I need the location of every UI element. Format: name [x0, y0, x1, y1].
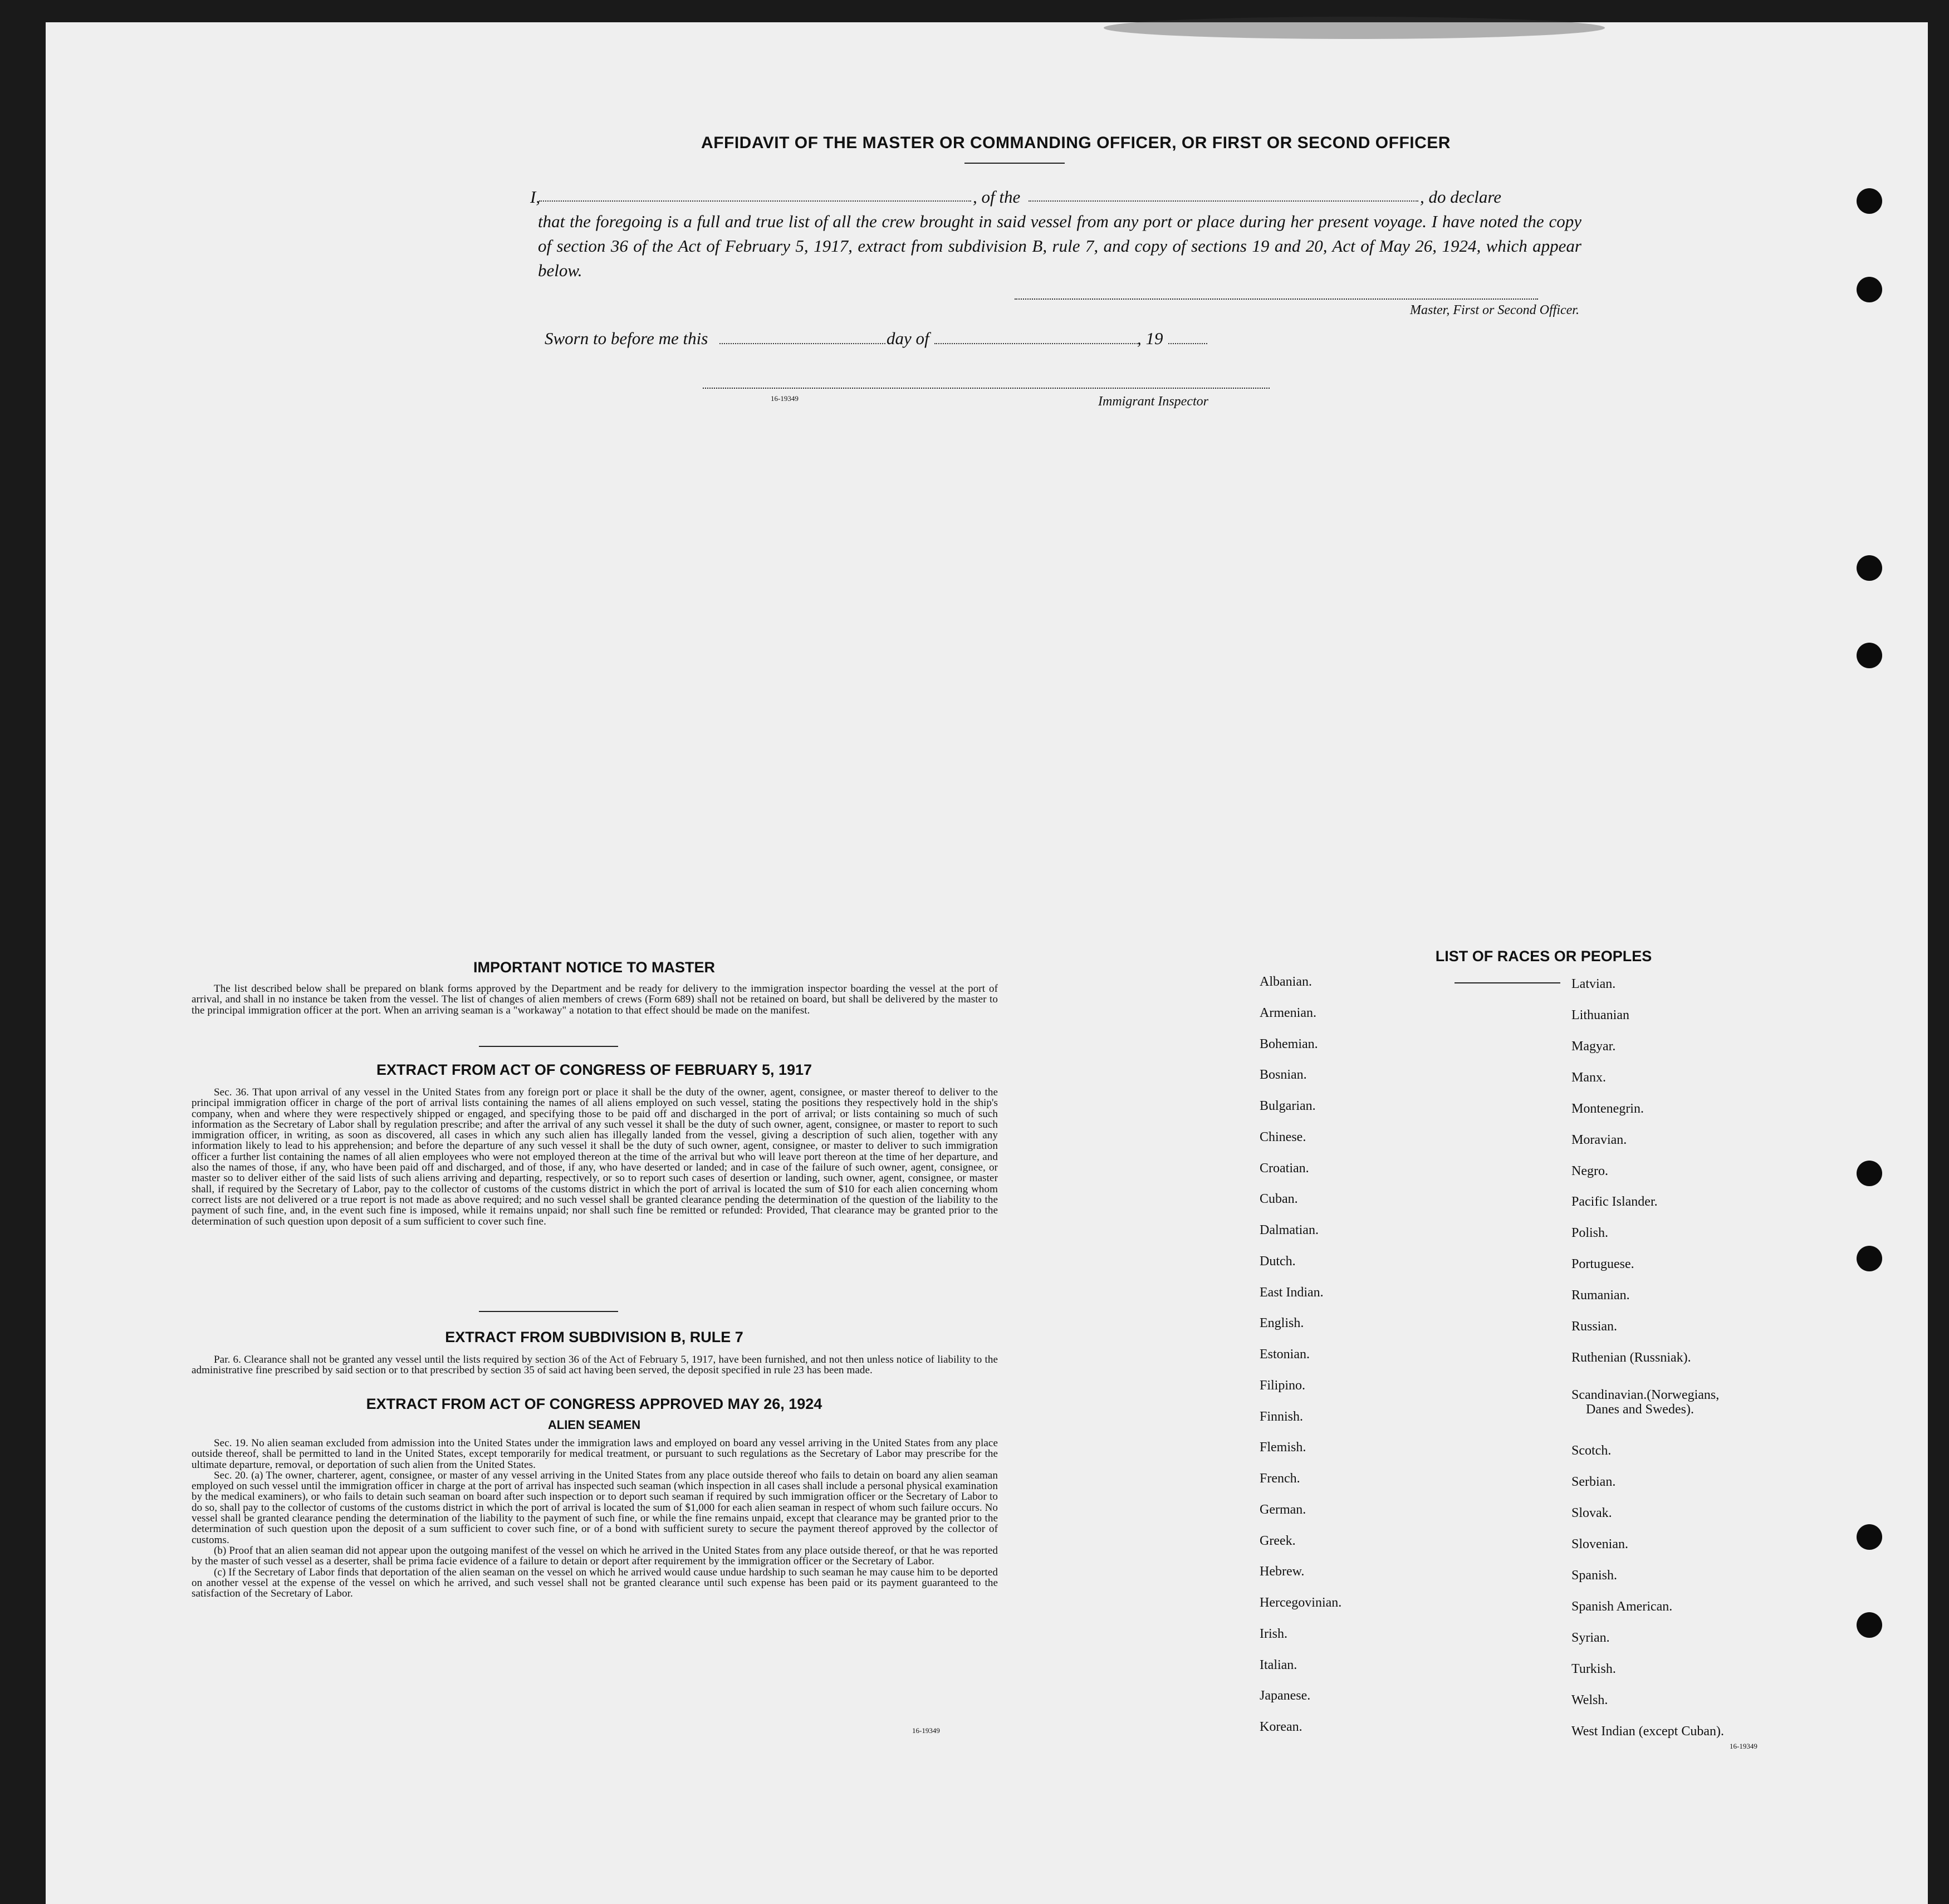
race-item: Bosnian. — [1260, 1068, 1307, 1082]
race-item: Armenian. — [1260, 1006, 1316, 1020]
race-item: Hebrew. — [1260, 1564, 1305, 1579]
punch-hole — [1857, 643, 1882, 668]
race-item: West Indian (except Cuban). — [1571, 1724, 1724, 1739]
punch-hole — [1857, 1246, 1882, 1271]
punch-hole — [1857, 1524, 1882, 1550]
race-item: Slovenian. — [1571, 1537, 1628, 1551]
race-item: Ruthenian (Russniak). — [1571, 1350, 1691, 1365]
inspector-label: Immigrant Inspector — [1098, 394, 1208, 409]
form-number: 16-19349 — [1730, 1742, 1757, 1750]
race-item: Cuban. — [1260, 1192, 1298, 1206]
race-item: Irish. — [1260, 1627, 1287, 1641]
race-item: Croatian. — [1260, 1161, 1309, 1176]
race-item: Rumanian. — [1571, 1288, 1630, 1303]
sworn-line — [545, 329, 1302, 352]
race-item: Hercegovinian. — [1260, 1595, 1342, 1610]
race-item: Polish. — [1571, 1226, 1609, 1240]
race-item: Bohemian. — [1260, 1037, 1318, 1051]
sworn-month-blank[interactable] — [934, 343, 1139, 344]
inspector-signature-line[interactable] — [703, 388, 1270, 389]
signature-label: Master, First or Second Officer. — [1410, 303, 1579, 317]
declare-prefix: I, — [530, 187, 541, 207]
race-item: Negro. — [1571, 1164, 1608, 1178]
extract-rule7-title: EXTRACT FROM SUBDIVISION B, RULE 7 — [445, 1329, 743, 1345]
sworn-day-blank[interactable] — [719, 343, 885, 344]
races-title-underline — [1455, 982, 1560, 983]
paragraph: Sec. 19. No alien seaman excluded from admission into the United States under the immigration laws and employed on board any vessel arriving in the United States from any place outside thereof, shall be permitted to land in the United States, except temporarily for medical treatment, or pursuant to such regulations as the Secretary of Labor may prescribe for the ultimate departure, removal, or deportation of such alien from the United States. — [192, 1437, 998, 1471]
sworn-day-label: day of — [887, 329, 929, 348]
race-item: Welsh. — [1571, 1693, 1608, 1707]
sworn-prefix: Sworn to before me this — [545, 329, 708, 348]
notice-text: The list described below shall be prepared on blank forms approved by the Department and be ready for delivery to the immigration inspector boarding the vessel at the port of arrival, and shall in no instance be taken from the vessel. The list of changes of alien members of crews (Form 689) shall not be retained on board, but shall be delivered by the master to the principal immigration officer at the port. When an arriving seaman is a "workaway" a notation to that effect should be made on the manifest. — [192, 983, 998, 1016]
race-item: German. — [1260, 1502, 1306, 1517]
ink-smudge — [1104, 17, 1605, 39]
punch-hole — [1857, 555, 1882, 581]
sworn-year-blank[interactable] — [1168, 343, 1207, 344]
race-item: French. — [1260, 1471, 1300, 1486]
punch-hole — [1857, 1161, 1882, 1186]
race-item: Scotch. — [1571, 1443, 1612, 1458]
affidavit-body: that the foregoing is a full and true list of all the crew brought in said vessel from any port or place during her present voyage. I have noted the copy of section 36 of the Act of February 5, 1917, extract from subdivision B, rule 7, and copy of sections 19 and 20, Act of May 26, 1924, which appear below. — [538, 212, 1581, 280]
race-item: Filipino. — [1260, 1378, 1306, 1393]
race-item: Moravian. — [1571, 1133, 1627, 1147]
race-item: Estonian. — [1260, 1347, 1310, 1362]
race-item: English. — [1260, 1316, 1304, 1330]
notice-title: IMPORTANT NOTICE TO MASTER — [473, 959, 715, 976]
race-item: Albanian. — [1260, 975, 1312, 989]
affidavit-title: AFFIDAVIT OF THE MASTER OR COMMANDING OFFICER, OR FIRST OR SECOND OFFICER — [701, 134, 1451, 152]
race-item: Korean. — [1260, 1720, 1302, 1734]
race-item: Dutch. — [1260, 1254, 1296, 1269]
race-item: Serbian. — [1571, 1475, 1616, 1489]
punch-hole — [1857, 1612, 1882, 1638]
sworn-year-label: , 19 — [1137, 329, 1163, 348]
title-underline — [964, 163, 1065, 164]
race-item: Greek. — [1260, 1534, 1296, 1548]
paragraph: (c) If the Secretary of Labor finds that deportation of the alien seaman on the vessel on which he arrived would cause undue hardship to such seaman he may cause him to be deported on another vessel at the expense of the vessel on which he arrived, and such vessel shall not be granted clearance until such expense has been paid or its payment guaranteed to the satisfaction of the Secretary of Labor. — [192, 1566, 998, 1600]
extract-1924-text — [192, 1438, 998, 1599]
vessel-blank[interactable] — [1029, 200, 1418, 202]
race-item: Latvian. — [1571, 977, 1616, 991]
race-item: Danes and Swedes). — [1586, 1402, 1694, 1417]
extract-1917-text: Sec. 36. That upon arrival of any vessel in the United States from any foreign port or place it shall be the duty of the owner, agent, consignee, or master thereof to deliver to the principal immigration officer in charge of the port of arrival lists containing the names of all aliens employed on such vessel, stating the positions they respectively hold in the ship's company, when and where they were respectively shipped or engaged, and specifying those to be paid off and discharged in the port of arrival; or lists containing so much of such information as the Secretary of Labor shall by regulation prescribe; and after the arrival of any such vessel it shall be the duty of such owner, agent, consignee, or master to report to such immigration officer, in writing, as soon as discovered, all cases in which any such alien has illegally landed from the vessel, giving a description of such alien, together with any information likely to lead to his apprehension; and before the departure of any such vessel it shall be the duty of such owner, agent, consignee, or master to deliver to such immigration officer a further list containing the names of all alien employees who were not employed thereon at the time of the arrival but who will leave port thereon at the time of her departure, and also the names of those, if any, who have been paid off and discharged, and of those, if any, who have deserted or landed; and in case of the failure of such owner, agent, consignee, or master so to deliver either of the said lists of such aliens arriving and departing, respectively, or so to report such cases of desertion or landing, such owner, agent, consignee, or master shall, if required by the Secretary of Labor, pay to the collector of customs of the customs district in which the port of arrival is located the sum of $10 for each alien concerning whom correct lists are not delivered or a true report is not made as above required; and no such vessel shall be granted clearance pending the determination of the question of the liability to the payment of such fine, and, in the event such fine is imposed, while it remains unpaid; nor shall such fine be remitted or refunded: Provided, That clearance may be granted prior to the determination of such question upon deposit of a sum sufficient to cover such fine. — [192, 1086, 998, 1227]
races-title: LIST OF RACES OR PEOPLES — [1435, 948, 1652, 965]
race-item: Spanish. — [1571, 1568, 1618, 1583]
race-item: Magyar. — [1571, 1039, 1616, 1054]
race-item: Lithuanian — [1571, 1008, 1629, 1022]
race-item: Finnish. — [1260, 1409, 1304, 1424]
document-page — [46, 22, 1928, 1904]
race-item: Chinese. — [1260, 1130, 1306, 1144]
punch-hole — [1857, 277, 1882, 302]
extract-1924-title: EXTRACT FROM ACT OF CONGRESS APPROVED MAY 26, 1924 — [366, 1396, 822, 1412]
race-item: Italian. — [1260, 1658, 1297, 1672]
race-item: Japanese. — [1260, 1688, 1311, 1703]
extract-1924-subtitle: ALIEN SEAMEN — [547, 1418, 641, 1432]
form-number: 16-19349 — [912, 1726, 940, 1735]
race-item: Spanish American. — [1571, 1599, 1673, 1614]
declaration-line — [530, 187, 1583, 209]
name-blank[interactable] — [539, 200, 971, 202]
signature-line[interactable] — [1015, 298, 1538, 300]
extract-1917-title: EXTRACT FROM ACT OF CONGRESS OF FEBRUARY 5, 1917 — [376, 1061, 812, 1078]
extract-rule7-text: Par. 6. Clearance shall not be granted any vessel until the lists required by section 36 of the Act of February 5, 1917, have been furnished, and not then unless notice of liability to the administrative fine prescribed by said section or to that prescribed by section 35 of said act having been served, the deposit specified in rule 23 has been made. — [192, 1354, 998, 1377]
form-number: 16-19349 — [771, 394, 799, 403]
divider — [479, 1046, 618, 1047]
race-item: Bulgarian. — [1260, 1099, 1316, 1113]
race-item: Flemish. — [1260, 1440, 1306, 1455]
race-item: Dalmatian. — [1260, 1223, 1319, 1237]
race-item: Turkish. — [1571, 1662, 1616, 1676]
race-item: Slovak. — [1571, 1506, 1612, 1520]
race-item: Pacific Islander. — [1571, 1195, 1658, 1209]
divider — [479, 1311, 618, 1312]
declare-of: , of the — [973, 187, 1021, 207]
race-item: Scandinavian.(Norwegians, — [1571, 1388, 1720, 1402]
race-item: Manx. — [1571, 1070, 1606, 1085]
race-item: Syrian. — [1571, 1631, 1610, 1645]
paragraph: Sec. 20. (a) The owner, charterer, agent, consignee, or master of any vessel arriving in the United States from any place outside thereof who fails to detain on board any alien seaman employed on such vessel until the immigration officer in charge at the port of arrival has inspected such seaman (which inspection in all cases shall include a personal physical examination by the medical examiners), or who fails to detain such seaman on board after such inspection or to deport such seaman if required by such immigration officer or the Secretary of Labor to do so, shall pay to the collector of customs of the customs district in which the port of arrival is located the sum of $1,000 for each alien seaman in respect of whom such failure occurs. No vessel shall be granted clearance pending the determination of the liability to the payment of such fine, or while the fine remains unpaid, except that clearance may be granted prior to the determination of such question upon the deposit of a sum sufficient to cover such fine, or of a bond with sufficient surety to secure the payment thereof approved by the collector of customs. — [192, 1469, 998, 1546]
race-item: Portuguese. — [1571, 1257, 1634, 1271]
punch-hole — [1857, 188, 1882, 214]
race-item: Russian. — [1571, 1319, 1618, 1334]
declare-suffix: , do declare — [1420, 187, 1502, 207]
paragraph: (b) Proof that an alien seaman did not appear upon the outgoing manifest of the vessel on which he arrived in the United States from any place outside thereof, or that he was reported by the master of such vessel as a deserter, shall be prima facie evidence of a failure to detain or deport after requirement by the immigration officer or the Secretary of Labor. — [192, 1544, 998, 1568]
race-item: Montenegrin. — [1571, 1102, 1644, 1116]
race-item: East Indian. — [1260, 1285, 1324, 1300]
